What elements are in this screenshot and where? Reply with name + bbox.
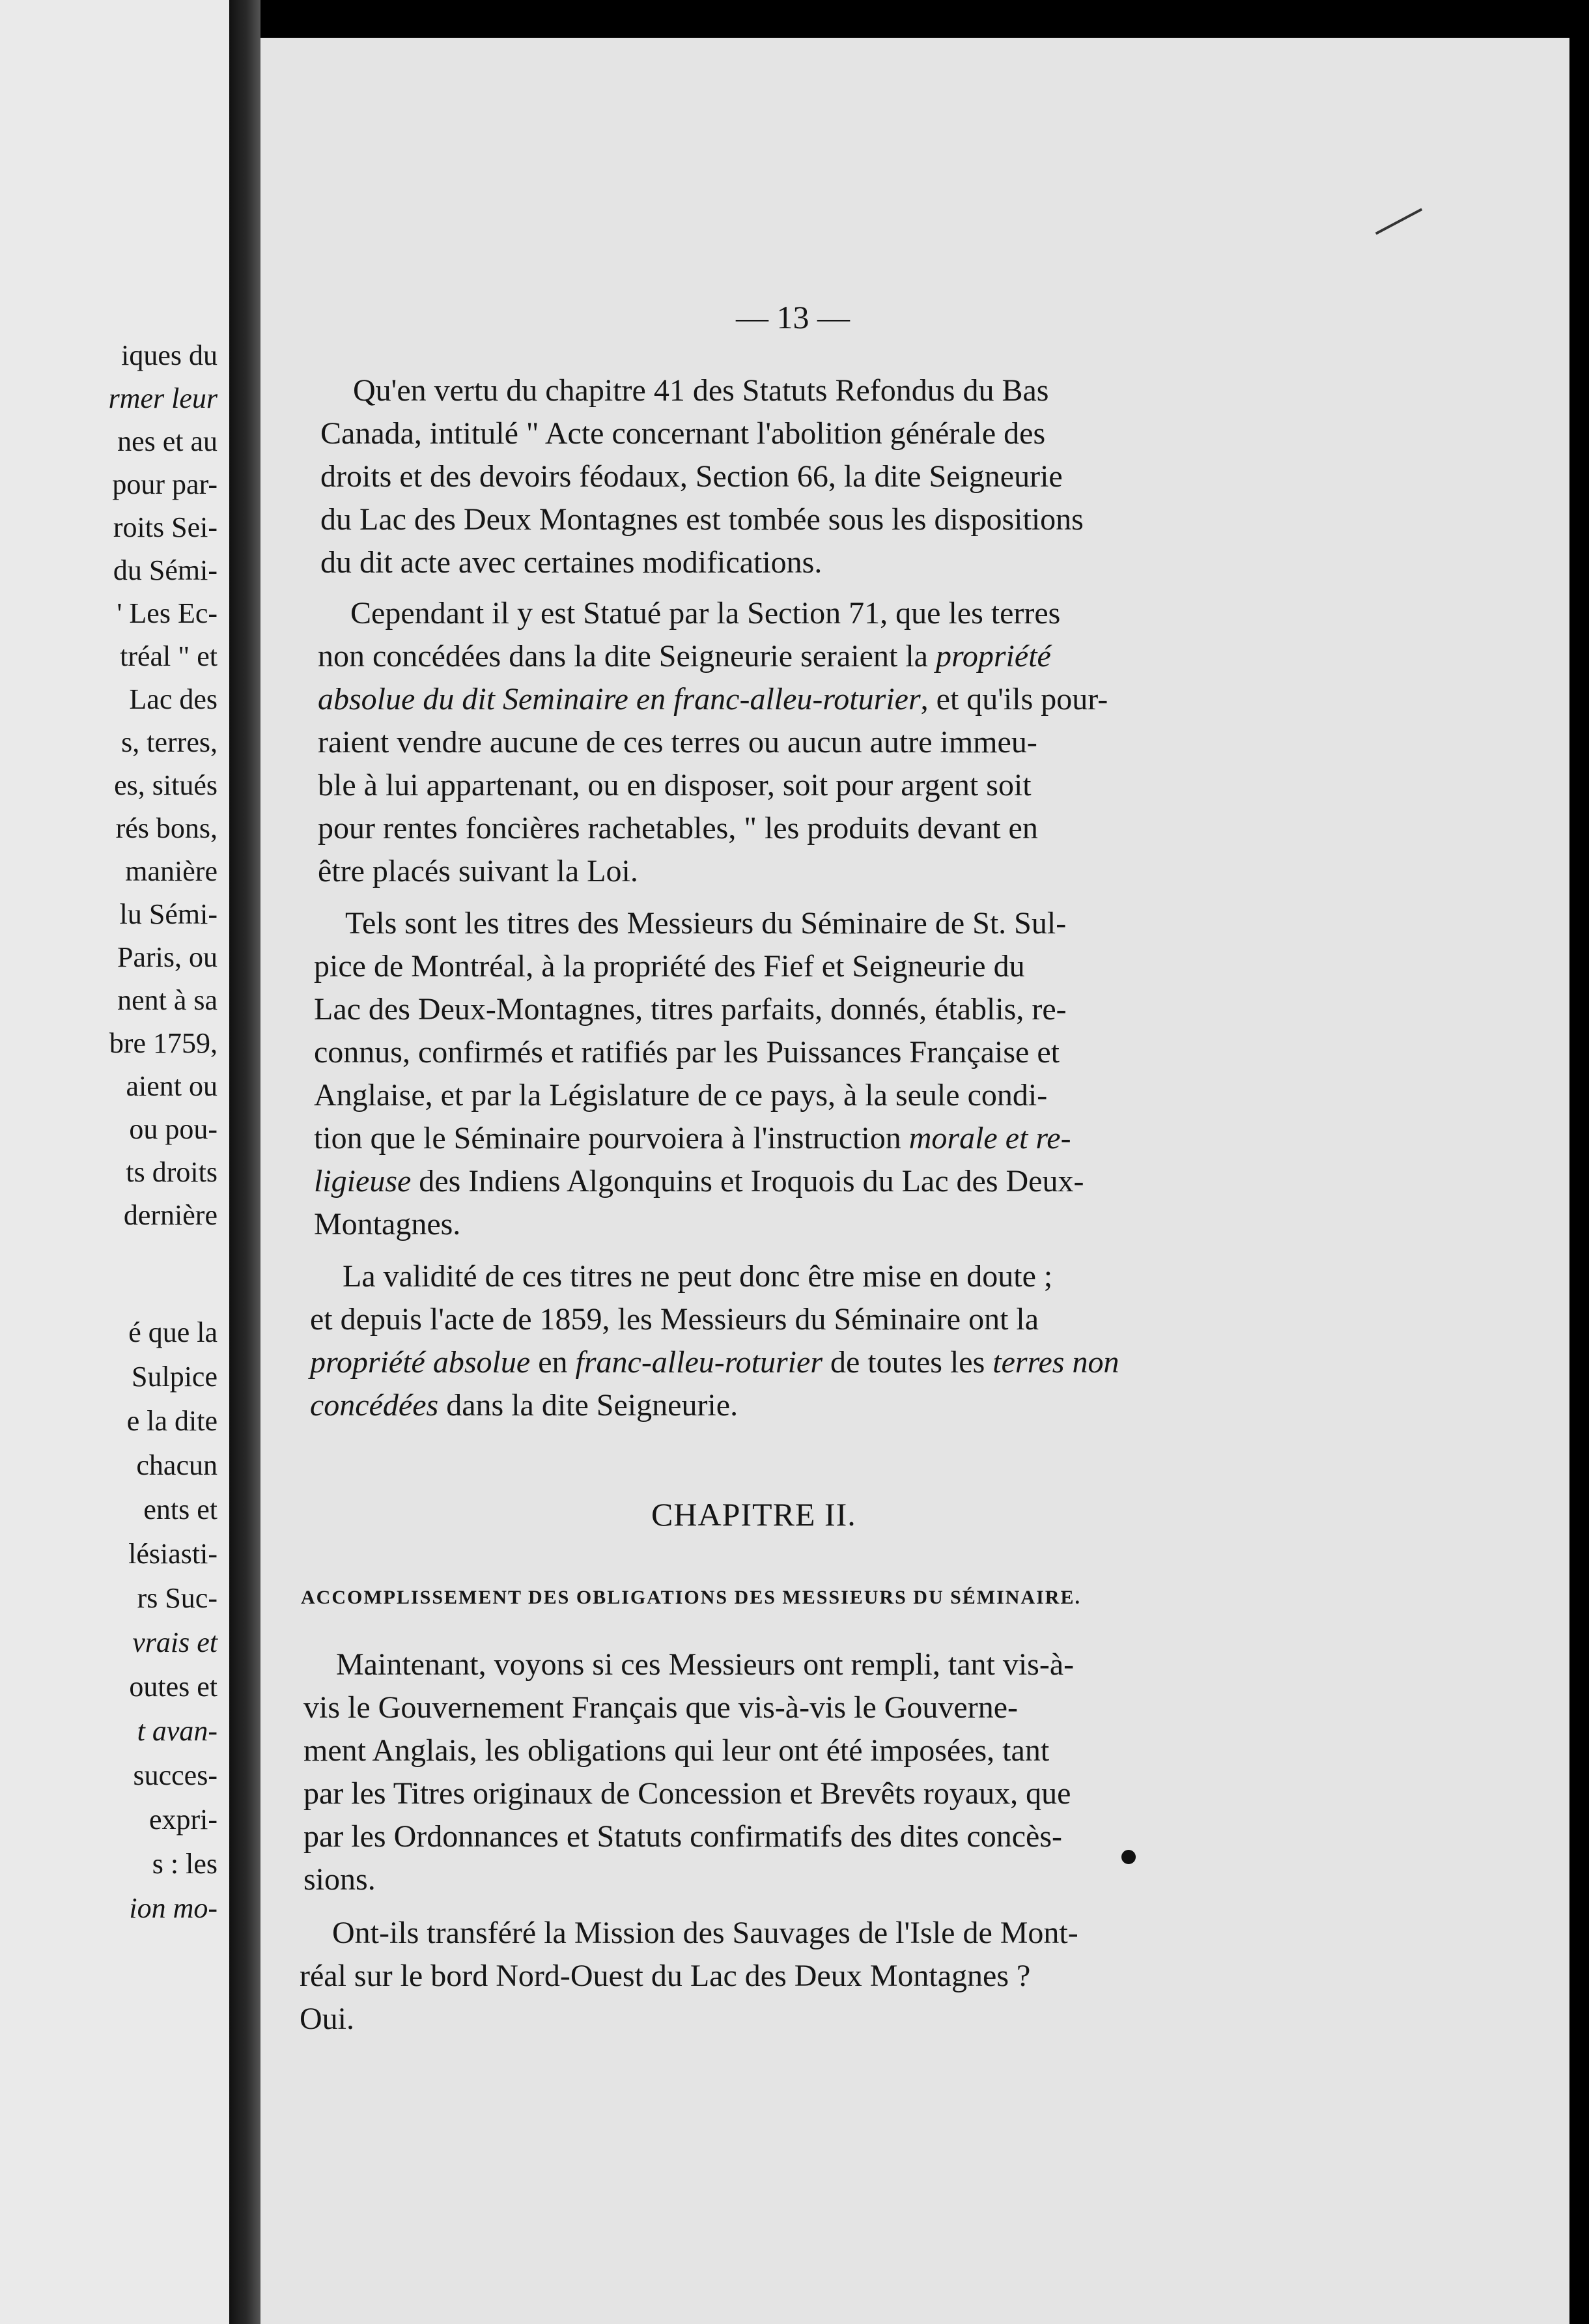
left-line-3: nes et au xyxy=(117,425,218,457)
left-line-4: pour par- xyxy=(112,468,218,500)
left-line-1: iques du xyxy=(121,339,218,371)
p2-line-4: raient vendre aucune de ces terres ou aucun autre immeu- xyxy=(318,725,1037,759)
left-line-9: Lac des xyxy=(129,683,218,715)
p2-line-6: pour rentes foncières rachetables, " les produits devant en xyxy=(318,811,1038,845)
left-line-21: dernière xyxy=(123,1199,218,1231)
p2-line-5: ble à lui appartenant, ou en disposer, soit pour argent soit xyxy=(318,768,1032,802)
p4-line-3-d: de toutes les xyxy=(823,1345,993,1380)
left-line-17: bre 1759, xyxy=(109,1027,218,1059)
left-line-23: Sulpice xyxy=(132,1361,218,1393)
p1-line-2: Canada, intitulé " Acte concernant l'abolition générale des xyxy=(320,416,1046,451)
left-line-10: s, terres, xyxy=(121,726,218,758)
p1-line-5: du dit acte avec certaines modifications. xyxy=(320,545,823,580)
p2-line-3-b: , et qu'ils pour- xyxy=(920,682,1108,716)
page-gutter xyxy=(229,0,260,2324)
left-line-13: manière xyxy=(125,855,218,887)
p4-line-4-a: concédées xyxy=(310,1388,439,1423)
p5-line-1: Maintenant, voyons si ces Messieurs ont rempli, tant vis-à- xyxy=(336,1647,1075,1682)
left-line-22: é que la xyxy=(128,1316,218,1348)
ink-blot xyxy=(1121,1850,1136,1864)
p3-line-8: Montagnes. xyxy=(314,1207,461,1241)
p4-line-3-e: terres non xyxy=(992,1345,1119,1380)
left-line-12: rés bons, xyxy=(115,812,218,844)
chapter-title: CHAPITRE II. xyxy=(651,1496,856,1533)
p2-line-3-a: absolue du dit Seminaire en franc-alleu-roturier xyxy=(318,682,921,716)
left-line-34: s : les xyxy=(152,1848,218,1880)
p2-line-2 xyxy=(318,641,1051,672)
p6-line-1: Ont-ils transféré la Mission des Sauvages de l'Isle de Mont- xyxy=(332,1916,1078,1950)
p3-line-2: pice de Montréal, à la propriété des Fief et Seigneurie du xyxy=(314,949,1025,984)
left-line-15: Paris, ou xyxy=(117,941,218,973)
p3-line-7-b: des Indiens Algonquins et Iroquois du Lac des Deux- xyxy=(411,1164,1084,1198)
left-line-19: ou pou- xyxy=(129,1113,218,1145)
left-line-14: lu Sémi- xyxy=(119,898,218,930)
p4-line-2: et depuis l'acte de 1859, les Messieurs du Séminaire ont la xyxy=(310,1302,1039,1337)
p4-line-1: La validité de ces titres ne peut donc être mise en doute ; xyxy=(343,1259,1053,1294)
page-number: — 13 — xyxy=(736,299,850,335)
left-facing-page xyxy=(0,0,229,2324)
left-line-7: ' Les Ec- xyxy=(117,597,218,629)
p6-line-3: Oui. xyxy=(300,2002,354,2036)
p5-line-3: ment Anglais, les obligations qui leur ont été imposées, tant xyxy=(303,1733,1050,1768)
left-line-6: du Sémi- xyxy=(113,554,218,586)
p1-line-1: Qu'en vertu du chapitre 41 des Statuts Refondus du Bas xyxy=(353,373,1049,408)
left-line-33: expri- xyxy=(148,1804,218,1835)
p5-line-4: par les Titres originaux de Concession et Brevêts royaux, que xyxy=(303,1776,1071,1811)
p4-line-3-b: en xyxy=(530,1345,576,1380)
p3-line-4: connus, confirmés et ratifiés par les Puissances Française et xyxy=(314,1035,1060,1070)
p3-line-3: Lac des Deux-Montagnes, titres parfaits, donnés, établis, re- xyxy=(314,992,1067,1027)
p4-line-3-c: franc-alleu-roturier xyxy=(575,1345,823,1380)
p3-line-6-b: morale et re- xyxy=(908,1121,1071,1155)
main-page xyxy=(260,38,1569,2324)
p5-line-2: vis le Gouvernement Français que vis-à-vis le Gouverne- xyxy=(303,1690,1018,1725)
p4-line-3-a: propriété absolue xyxy=(310,1345,531,1380)
p3-line-7-a: ligieuse xyxy=(314,1164,412,1198)
p4-line-4-b: dans la dite Seigneurie. xyxy=(438,1388,738,1423)
left-line-27: lésiasti- xyxy=(128,1538,218,1570)
left-line-32: succes- xyxy=(133,1759,218,1791)
p2-line-2-b: propriété xyxy=(935,639,1051,673)
p3-line-6 xyxy=(314,1123,1071,1154)
left-line-8: tréal " et xyxy=(120,640,218,672)
p2-line-2-a: non concédées dans la dite Seigneurie seraient la xyxy=(318,639,936,673)
left-line-30: outes et xyxy=(129,1671,218,1703)
p3-line-6-a: tion que le Séminaire pourvoiera à l'instruction xyxy=(314,1121,909,1155)
left-line-26: ents et xyxy=(143,1494,218,1525)
left-line-35: ion mo- xyxy=(129,1892,218,1924)
p3-line-7 xyxy=(314,1166,1084,1197)
left-line-5: roits Sei- xyxy=(113,511,218,543)
p5-line-6: sions. xyxy=(303,1862,376,1897)
left-line-31: t avan- xyxy=(137,1715,218,1747)
p5-line-5: par les Ordonnances et Statuts confirmatifs des dites concès- xyxy=(303,1819,1062,1854)
left-line-28: rs Suc- xyxy=(137,1582,218,1614)
chapter-subtitle: ACCOMPLISSEMENT DES OBLIGATIONS DES MESSIEURS DU SÉMINAIRE. xyxy=(301,1587,1081,1608)
left-line-25: chacun xyxy=(136,1449,218,1481)
p1-line-4: du Lac des Deux Montagnes est tombée sous les dispositions xyxy=(320,502,1084,537)
left-line-20: ts droits xyxy=(126,1156,218,1188)
left-line-18: aient ou xyxy=(126,1070,218,1102)
left-line-16: nent à sa xyxy=(117,984,218,1016)
p2-line-7: être placés suivant la Loi. xyxy=(318,854,638,888)
p3-line-5: Anglaise, et par la Législature de ce pays, à la seule condi- xyxy=(314,1078,1048,1112)
pencil-mark xyxy=(1375,208,1423,234)
left-line-29: vrais et xyxy=(132,1626,218,1658)
left-line-2: rmer leur xyxy=(108,382,218,414)
p1-line-3: droits et des devoirs féodaux, Section 66, la dite Seigneurie xyxy=(320,459,1063,494)
p4-line-3 xyxy=(310,1347,1119,1378)
p6-line-2: réal sur le bord Nord-Ouest du Lac des Deux Montagnes ? xyxy=(300,1959,1031,1993)
left-line-11: es, situés xyxy=(114,769,218,801)
p2-line-3 xyxy=(318,684,1108,715)
p3-line-1: Tels sont les titres des Messieurs du Séminaire de St. Sul- xyxy=(345,906,1067,941)
p4-line-4 xyxy=(310,1390,738,1421)
p2-line-1: Cependant il y est Statué par la Section 71, que les terres xyxy=(350,596,1061,631)
left-line-24: e la dite xyxy=(126,1405,218,1437)
